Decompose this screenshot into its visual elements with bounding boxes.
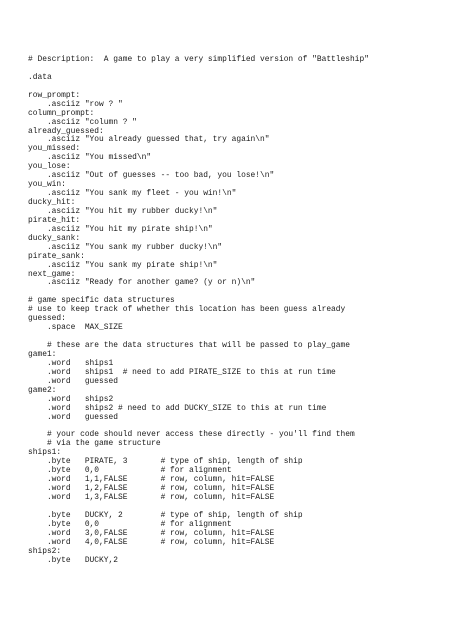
- code-line: .asciiz "Ready for another game? (y or n)\n": [28, 278, 256, 288]
- code-line: # game specific data structures: [28, 296, 175, 306]
- code-line: column_prompt:: [28, 108, 95, 118]
- code-line: next_game:: [28, 269, 76, 279]
- code-line: game1:: [28, 349, 57, 359]
- code-line: .word 3,0,FALSE # row, column, hit=FALSE: [28, 528, 275, 538]
- code-line: ships2:: [28, 546, 62, 556]
- code-line: # use to keep track of whether this location has been guess already: [28, 305, 346, 315]
- code-line: .asciiz "You hit my pirate ship!\n": [28, 224, 213, 234]
- code-line: .word ships1 # need to add PIRATE_SIZE to this at run time: [28, 367, 336, 377]
- code-line: .word ships2 # need to add DUCKY_SIZE to this at run time: [28, 403, 327, 413]
- code-line: .word 1,2,FALSE # row, column, hit=FALSE: [28, 484, 275, 493]
- code-line: ships1:: [28, 448, 62, 458]
- code-line: row_prompt:: [28, 90, 81, 100]
- code-line: .data: [28, 72, 52, 82]
- code-line: .asciiz "Out of guesses -- too bad, you lose!\n": [28, 171, 275, 181]
- code-line: .asciiz "column ? ": [28, 117, 137, 127]
- code-line: .byte PIRATE, 3 # type of ship, length of ship: [28, 457, 303, 467]
- code-line: pirate_sank:: [28, 251, 85, 261]
- code-line: .asciiz "You sank my rubber ducky!\n": [28, 242, 223, 252]
- code-line: .asciiz "You sank my pirate ship!\n": [28, 260, 218, 270]
- code-line: .word ships2: [28, 394, 114, 404]
- code-line: .word 1,3,FALSE # row, column, hit=FALSE: [28, 492, 275, 502]
- code-line: .byte DUCKY, 2 # type of ship, length of ship: [28, 510, 303, 520]
- code-line: .asciiz "You sank my fleet - you win!\n": [28, 189, 237, 199]
- code-line: .asciiz "You already guessed that, try again\n": [28, 135, 270, 145]
- code-listing: [28, 56, 369, 565]
- code-line: game2:: [28, 385, 57, 395]
- code-line: .byte 0,0 # for alignment: [28, 519, 232, 529]
- code-line: ducky_hit:: [28, 198, 76, 207]
- code-line: you_lose:: [28, 162, 71, 172]
- code-line: already_guessed:: [28, 126, 104, 136]
- code-line: # your code should never access these directly - you'll find them: [28, 430, 355, 440]
- code-line: guessed:: [28, 314, 66, 324]
- code-line: [28, 65, 369, 74]
- code-line: .asciiz "You missed\n": [28, 153, 152, 163]
- code-line: # Description: A game to play a very simplified version of "Battleship": [28, 55, 369, 64]
- code-line: .word guessed: [28, 376, 118, 386]
- code-line: .word guessed: [28, 412, 118, 422]
- code-line: ducky_sank:: [28, 233, 81, 243]
- code-line: .word ships1: [28, 358, 114, 368]
- code-line: .word 4,0,FALSE # row, column, hit=FALSE: [28, 537, 275, 547]
- code-line: you_win:: [28, 180, 66, 190]
- code-line: .byte DUCKY,2: [28, 555, 118, 565]
- code-line: pirate_hit:: [28, 215, 81, 225]
- code-line: .space MAX_SIZE: [28, 323, 123, 333]
- code-line: .word 1,1,FALSE # row, column, hit=FALSE: [28, 475, 275, 485]
- code-line: # these are the data structures that will be passed to play_game: [28, 341, 350, 350]
- code-line: .asciiz "You hit my rubber ducky!\n": [28, 206, 218, 216]
- code-line: .byte 0,0 # for alignment: [28, 466, 232, 476]
- code-line: you_missed:: [28, 144, 81, 154]
- code-line: # via the game structure: [28, 439, 161, 449]
- code-line: .asciiz "row ? ": [28, 99, 123, 109]
